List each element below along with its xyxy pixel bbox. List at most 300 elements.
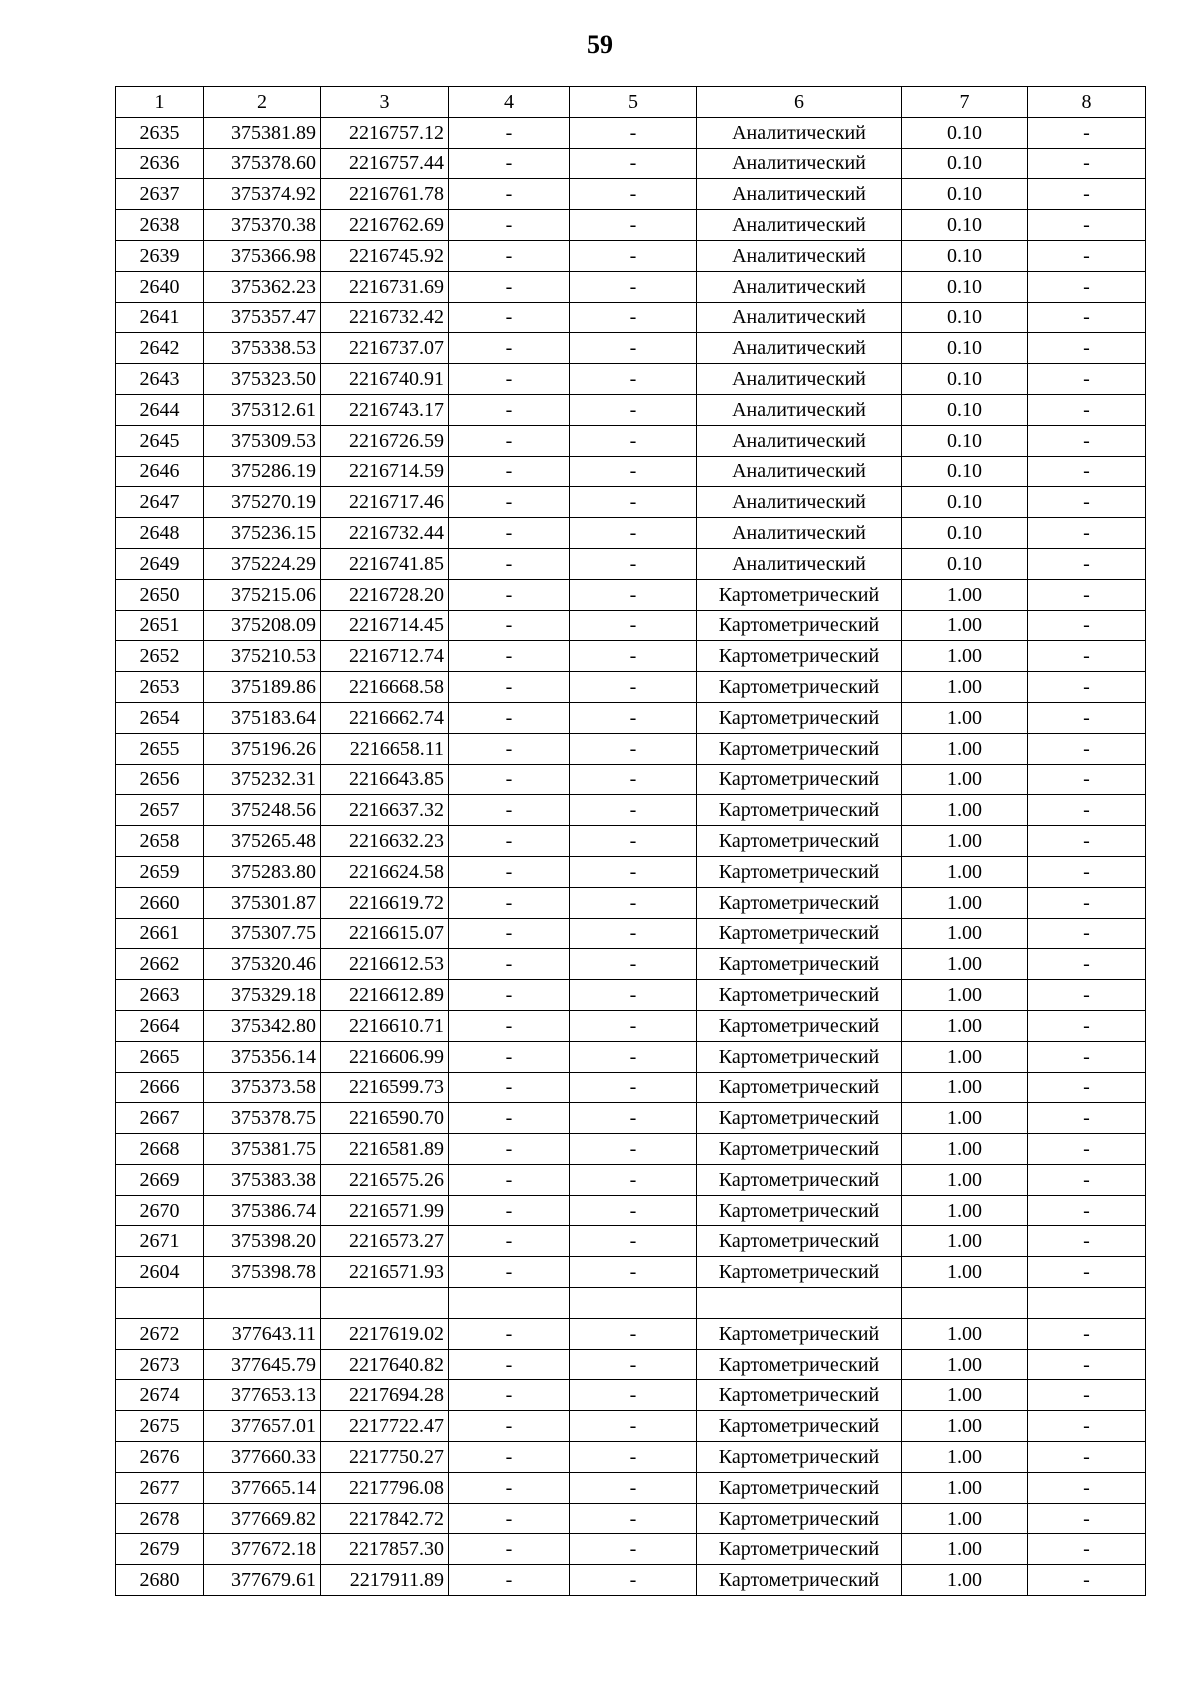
column-8-cell bbox=[1028, 1288, 1146, 1319]
column-4-cell: - bbox=[449, 1010, 570, 1041]
accuracy-cell: 1.00 bbox=[902, 702, 1028, 733]
accuracy-cell: 1.00 bbox=[902, 1318, 1028, 1349]
method-cell: Картометрический bbox=[697, 1103, 902, 1134]
y-coordinate-cell: 2216740.91 bbox=[321, 364, 449, 395]
accuracy-cell: 1.00 bbox=[902, 1472, 1028, 1503]
method-cell: Картометрический bbox=[697, 579, 902, 610]
y-coordinate-cell: 2216612.89 bbox=[321, 980, 449, 1011]
accuracy-cell: 1.00 bbox=[902, 980, 1028, 1011]
column-8-cell: - bbox=[1028, 641, 1146, 672]
column-8-cell: - bbox=[1028, 764, 1146, 795]
table-row bbox=[116, 1534, 1146, 1565]
method-cell: Картометрический bbox=[697, 1442, 902, 1473]
accuracy-cell: 1.00 bbox=[902, 1103, 1028, 1134]
y-coordinate-cell: 2217796.08 bbox=[321, 1472, 449, 1503]
method-cell: Аналитический bbox=[697, 394, 902, 425]
method-cell: Картометрический bbox=[697, 1411, 902, 1442]
page-number: 59 bbox=[587, 30, 613, 59]
column-4-cell: - bbox=[449, 1226, 570, 1257]
x-coordinate-cell: 375398.78 bbox=[204, 1257, 321, 1288]
point-number-cell: 2639 bbox=[116, 240, 204, 271]
column-8-cell: - bbox=[1028, 548, 1146, 579]
method-cell: Картометрический bbox=[697, 1164, 902, 1195]
x-coordinate-cell: 375357.47 bbox=[204, 302, 321, 333]
table-row bbox=[116, 364, 1146, 395]
method-cell: Картометрический bbox=[697, 1534, 902, 1565]
column-8-cell: - bbox=[1028, 1195, 1146, 1226]
x-coordinate-cell: 375189.86 bbox=[204, 672, 321, 703]
column-header: 5 bbox=[570, 87, 697, 118]
accuracy-cell: 1.00 bbox=[902, 1411, 1028, 1442]
x-coordinate-cell: 375270.19 bbox=[204, 487, 321, 518]
x-coordinate-cell: 377660.33 bbox=[204, 1442, 321, 1473]
x-coordinate-cell: 375342.80 bbox=[204, 1010, 321, 1041]
x-coordinate-cell: 375362.23 bbox=[204, 271, 321, 302]
column-5-cell: - bbox=[570, 856, 697, 887]
method-cell: Картометрический bbox=[697, 918, 902, 949]
table-row bbox=[116, 764, 1146, 795]
x-coordinate-cell: 375312.61 bbox=[204, 394, 321, 425]
y-coordinate-cell: 2216741.85 bbox=[321, 548, 449, 579]
point-number-cell: 2660 bbox=[116, 887, 204, 918]
method-cell: Картометрический bbox=[697, 795, 902, 826]
accuracy-cell: 0.10 bbox=[902, 518, 1028, 549]
x-coordinate-cell: 375320.46 bbox=[204, 949, 321, 980]
method-cell: Картометрический bbox=[697, 1349, 902, 1380]
column-8-cell: - bbox=[1028, 302, 1146, 333]
method-cell: Картометрический bbox=[697, 641, 902, 672]
column-8-cell: - bbox=[1028, 1503, 1146, 1534]
accuracy-cell: 1.00 bbox=[902, 826, 1028, 857]
column-4-cell: - bbox=[449, 333, 570, 364]
method-cell: Картометрический bbox=[697, 1503, 902, 1534]
accuracy-cell: 0.10 bbox=[902, 117, 1028, 148]
point-number-cell: 2651 bbox=[116, 610, 204, 641]
x-coordinate-cell: 377669.82 bbox=[204, 1503, 321, 1534]
point-number-cell: 2640 bbox=[116, 271, 204, 302]
method-cell: Картометрический bbox=[697, 1380, 902, 1411]
column-4-cell: - bbox=[449, 1349, 570, 1380]
column-header: 4 bbox=[449, 87, 570, 118]
point-number-cell: 2654 bbox=[116, 702, 204, 733]
table-row bbox=[116, 394, 1146, 425]
y-coordinate-cell: 2216606.99 bbox=[321, 1041, 449, 1072]
column-header: 6 bbox=[697, 87, 902, 118]
x-coordinate-cell: 375323.50 bbox=[204, 364, 321, 395]
accuracy-cell: 1.00 bbox=[902, 610, 1028, 641]
y-coordinate-cell: 2217857.30 bbox=[321, 1534, 449, 1565]
table-row bbox=[116, 1164, 1146, 1195]
column-5-cell: - bbox=[570, 1041, 697, 1072]
column-5-cell: - bbox=[570, 1472, 697, 1503]
accuracy-cell: 1.00 bbox=[902, 1349, 1028, 1380]
accuracy-cell: 0.10 bbox=[902, 425, 1028, 456]
x-coordinate-cell: 375232.31 bbox=[204, 764, 321, 795]
column-5-cell: - bbox=[570, 826, 697, 857]
column-8-cell: - bbox=[1028, 702, 1146, 733]
method-cell: Картометрический bbox=[697, 1565, 902, 1596]
column-5-cell: - bbox=[570, 1226, 697, 1257]
x-coordinate-cell: 375381.75 bbox=[204, 1134, 321, 1165]
column-8-cell: - bbox=[1028, 887, 1146, 918]
x-coordinate-cell: 377643.11 bbox=[204, 1318, 321, 1349]
column-header: 2 bbox=[204, 87, 321, 118]
table-row bbox=[116, 733, 1146, 764]
column-8-cell: - bbox=[1028, 179, 1146, 210]
table-row bbox=[116, 1472, 1146, 1503]
column-4-cell: - bbox=[449, 456, 570, 487]
column-8-cell: - bbox=[1028, 1318, 1146, 1349]
y-coordinate-cell: 2216762.69 bbox=[321, 210, 449, 241]
table-row bbox=[116, 1380, 1146, 1411]
column-4-cell: - bbox=[449, 1472, 570, 1503]
y-coordinate-cell: 2216757.12 bbox=[321, 117, 449, 148]
y-coordinate-cell: 2216714.59 bbox=[321, 456, 449, 487]
accuracy-cell: 1.00 bbox=[902, 949, 1028, 980]
column-4-cell: - bbox=[449, 764, 570, 795]
y-coordinate-cell: 2216745.92 bbox=[321, 240, 449, 271]
point-number-cell: 2673 bbox=[116, 1349, 204, 1380]
column-4-cell: - bbox=[449, 641, 570, 672]
x-coordinate-cell: 375208.09 bbox=[204, 610, 321, 641]
y-coordinate-cell: 2216615.07 bbox=[321, 918, 449, 949]
point-number-cell: 2674 bbox=[116, 1380, 204, 1411]
method-cell: Аналитический bbox=[697, 302, 902, 333]
column-4-cell: - bbox=[449, 1195, 570, 1226]
column-8-cell: - bbox=[1028, 210, 1146, 241]
column-4-cell: - bbox=[449, 1442, 570, 1473]
x-coordinate-cell: 375301.87 bbox=[204, 887, 321, 918]
column-8-cell: - bbox=[1028, 980, 1146, 1011]
point-number-cell: 2649 bbox=[116, 548, 204, 579]
x-coordinate-cell: 375378.75 bbox=[204, 1103, 321, 1134]
y-coordinate-cell: 2217722.47 bbox=[321, 1411, 449, 1442]
y-coordinate-cell: 2217842.72 bbox=[321, 1503, 449, 1534]
point-number-cell: 2646 bbox=[116, 456, 204, 487]
y-coordinate-cell: 2216731.69 bbox=[321, 271, 449, 302]
y-coordinate-cell: 2216619.72 bbox=[321, 887, 449, 918]
method-cell: Картометрический bbox=[697, 1226, 902, 1257]
point-number-cell: 2655 bbox=[116, 733, 204, 764]
point-number-cell: 2666 bbox=[116, 1072, 204, 1103]
y-coordinate-cell: 2216637.32 bbox=[321, 795, 449, 826]
column-8-cell: - bbox=[1028, 1349, 1146, 1380]
point-number-cell: 2672 bbox=[116, 1318, 204, 1349]
column-5-cell: - bbox=[570, 179, 697, 210]
column-5-cell: - bbox=[570, 548, 697, 579]
table-row bbox=[116, 672, 1146, 703]
column-5-cell: - bbox=[570, 148, 697, 179]
column-5-cell: - bbox=[570, 887, 697, 918]
y-coordinate-cell: 2216737.07 bbox=[321, 333, 449, 364]
table-row bbox=[116, 302, 1146, 333]
y-coordinate-cell: 2216668.58 bbox=[321, 672, 449, 703]
point-number-cell: 2667 bbox=[116, 1103, 204, 1134]
method-cell: Картометрический bbox=[697, 1041, 902, 1072]
column-4-cell: - bbox=[449, 795, 570, 826]
column-8-cell: - bbox=[1028, 1103, 1146, 1134]
point-number-cell: 2680 bbox=[116, 1565, 204, 1596]
point-number-cell: 2635 bbox=[116, 117, 204, 148]
column-5-cell: - bbox=[570, 1349, 697, 1380]
method-cell: Аналитический bbox=[697, 548, 902, 579]
column-5-cell: - bbox=[570, 1565, 697, 1596]
column-5-cell: - bbox=[570, 1442, 697, 1473]
table-row bbox=[116, 1565, 1146, 1596]
column-4-cell: - bbox=[449, 548, 570, 579]
method-cell: Аналитический bbox=[697, 148, 902, 179]
x-coordinate-cell: 375286.19 bbox=[204, 456, 321, 487]
point-number-cell: 2676 bbox=[116, 1442, 204, 1473]
y-coordinate-cell: 2216624.58 bbox=[321, 856, 449, 887]
column-5-cell: - bbox=[570, 949, 697, 980]
column-8-cell: - bbox=[1028, 856, 1146, 887]
column-8-cell: - bbox=[1028, 1411, 1146, 1442]
column-5-cell: - bbox=[570, 394, 697, 425]
column-8-cell: - bbox=[1028, 826, 1146, 857]
column-8-cell: - bbox=[1028, 117, 1146, 148]
point-number-cell: 2670 bbox=[116, 1195, 204, 1226]
method-cell: Картометрический bbox=[697, 887, 902, 918]
y-coordinate-cell: 2216728.20 bbox=[321, 579, 449, 610]
column-5-cell: - bbox=[570, 1134, 697, 1165]
y-coordinate-cell: 2216658.11 bbox=[321, 733, 449, 764]
column-5-cell: - bbox=[570, 1503, 697, 1534]
y-coordinate-cell: 2216599.73 bbox=[321, 1072, 449, 1103]
x-coordinate-cell: 375378.60 bbox=[204, 148, 321, 179]
table-row bbox=[116, 425, 1146, 456]
method-cell bbox=[697, 1288, 902, 1319]
point-number-cell: 2653 bbox=[116, 672, 204, 703]
column-5-cell: - bbox=[570, 672, 697, 703]
accuracy-cell: 1.00 bbox=[902, 856, 1028, 887]
column-8-cell: - bbox=[1028, 425, 1146, 456]
method-cell: Картометрический bbox=[697, 1318, 902, 1349]
method-cell: Аналитический bbox=[697, 240, 902, 271]
table-row bbox=[116, 641, 1146, 672]
x-coordinate-cell: 375196.26 bbox=[204, 733, 321, 764]
point-number-cell: 2671 bbox=[116, 1226, 204, 1257]
column-4-cell: - bbox=[449, 1072, 570, 1103]
column-header: 8 bbox=[1028, 87, 1146, 118]
table-row bbox=[116, 1041, 1146, 1072]
column-5-cell: - bbox=[570, 271, 697, 302]
table-row bbox=[116, 826, 1146, 857]
x-coordinate-cell: 377665.14 bbox=[204, 1472, 321, 1503]
point-number-cell: 2648 bbox=[116, 518, 204, 549]
column-5-cell: - bbox=[570, 1103, 697, 1134]
x-coordinate-cell: 375248.56 bbox=[204, 795, 321, 826]
method-cell: Картометрический bbox=[697, 1134, 902, 1165]
column-5-cell: - bbox=[570, 641, 697, 672]
method-cell: Картометрический bbox=[697, 733, 902, 764]
table-row bbox=[116, 548, 1146, 579]
y-coordinate-cell: 2217694.28 bbox=[321, 1380, 449, 1411]
table-row bbox=[116, 1411, 1146, 1442]
point-number-cell: 2677 bbox=[116, 1472, 204, 1503]
y-coordinate-cell: 2216726.59 bbox=[321, 425, 449, 456]
column-5-cell: - bbox=[570, 210, 697, 241]
table-row bbox=[116, 240, 1146, 271]
table-row bbox=[116, 1288, 1146, 1319]
method-cell: Аналитический bbox=[697, 518, 902, 549]
x-coordinate-cell: 375210.53 bbox=[204, 641, 321, 672]
method-cell: Картометрический bbox=[697, 672, 902, 703]
table-row bbox=[116, 148, 1146, 179]
column-4-cell: - bbox=[449, 1534, 570, 1565]
x-coordinate-cell: 377679.61 bbox=[204, 1565, 321, 1596]
column-5-cell: - bbox=[570, 240, 697, 271]
column-4-cell: - bbox=[449, 826, 570, 857]
accuracy-cell: 0.10 bbox=[902, 240, 1028, 271]
accuracy-cell: 1.00 bbox=[902, 1164, 1028, 1195]
column-4-cell: - bbox=[449, 210, 570, 241]
method-cell: Картометрический bbox=[697, 1072, 902, 1103]
column-8-cell: - bbox=[1028, 918, 1146, 949]
column-5-cell: - bbox=[570, 610, 697, 641]
y-coordinate-cell: 2216717.46 bbox=[321, 487, 449, 518]
accuracy-cell: 0.10 bbox=[902, 394, 1028, 425]
accuracy-cell: 1.00 bbox=[902, 1041, 1028, 1072]
table-header-row bbox=[116, 87, 1146, 118]
column-header: 3 bbox=[321, 87, 449, 118]
table-row bbox=[116, 1103, 1146, 1134]
point-number-cell: 2637 bbox=[116, 179, 204, 210]
column-8-cell: - bbox=[1028, 1010, 1146, 1041]
table-row bbox=[116, 518, 1146, 549]
method-cell: Картометрический bbox=[697, 702, 902, 733]
method-cell: Картометрический bbox=[697, 826, 902, 857]
point-number-cell: 2661 bbox=[116, 918, 204, 949]
table-row bbox=[116, 1442, 1146, 1473]
x-coordinate-cell bbox=[204, 1288, 321, 1319]
point-number-cell: 2645 bbox=[116, 425, 204, 456]
y-coordinate-cell: 2216712.74 bbox=[321, 641, 449, 672]
column-5-cell: - bbox=[570, 1318, 697, 1349]
column-5-cell: - bbox=[570, 333, 697, 364]
column-4-cell: - bbox=[449, 1164, 570, 1195]
method-cell: Аналитический bbox=[697, 364, 902, 395]
method-cell: Аналитический bbox=[697, 487, 902, 518]
column-5-cell: - bbox=[570, 1257, 697, 1288]
point-number-cell: 2664 bbox=[116, 1010, 204, 1041]
column-5-cell bbox=[570, 1288, 697, 1319]
table-row bbox=[116, 1134, 1146, 1165]
accuracy-cell: 1.00 bbox=[902, 1195, 1028, 1226]
column-4-cell: - bbox=[449, 148, 570, 179]
method-cell: Картометрический bbox=[697, 949, 902, 980]
x-coordinate-cell: 375356.14 bbox=[204, 1041, 321, 1072]
table-row bbox=[116, 456, 1146, 487]
column-4-cell bbox=[449, 1288, 570, 1319]
x-coordinate-cell: 375215.06 bbox=[204, 579, 321, 610]
y-coordinate-cell: 2216632.23 bbox=[321, 826, 449, 857]
x-coordinate-cell: 375370.38 bbox=[204, 210, 321, 241]
method-cell: Картометрический bbox=[697, 1195, 902, 1226]
x-coordinate-cell: 375381.89 bbox=[204, 117, 321, 148]
column-4-cell: - bbox=[449, 949, 570, 980]
method-cell: Аналитический bbox=[697, 456, 902, 487]
y-coordinate-cell: 2216732.44 bbox=[321, 518, 449, 549]
column-4-cell: - bbox=[449, 302, 570, 333]
y-coordinate-cell: 2216610.71 bbox=[321, 1010, 449, 1041]
column-8-cell: - bbox=[1028, 795, 1146, 826]
column-4-cell: - bbox=[449, 1380, 570, 1411]
x-coordinate-cell: 375338.53 bbox=[204, 333, 321, 364]
column-4-cell: - bbox=[449, 610, 570, 641]
column-5-cell: - bbox=[570, 1195, 697, 1226]
accuracy-cell: 1.00 bbox=[902, 1010, 1028, 1041]
x-coordinate-cell: 375307.75 bbox=[204, 918, 321, 949]
column-8-cell: - bbox=[1028, 610, 1146, 641]
column-8-cell: - bbox=[1028, 1565, 1146, 1596]
y-coordinate-cell: 2216571.93 bbox=[321, 1257, 449, 1288]
column-5-cell: - bbox=[570, 918, 697, 949]
column-8-cell: - bbox=[1028, 1164, 1146, 1195]
y-coordinate-cell: 2216612.53 bbox=[321, 949, 449, 980]
table-row bbox=[116, 1195, 1146, 1226]
column-8-cell: - bbox=[1028, 487, 1146, 518]
point-number-cell: 2659 bbox=[116, 856, 204, 887]
table-row bbox=[116, 1503, 1146, 1534]
y-coordinate-cell: 2216643.85 bbox=[321, 764, 449, 795]
column-5-cell: - bbox=[570, 795, 697, 826]
y-coordinate-cell: 2216590.70 bbox=[321, 1103, 449, 1134]
x-coordinate-cell: 375398.20 bbox=[204, 1226, 321, 1257]
y-coordinate-cell: 2216714.45 bbox=[321, 610, 449, 641]
column-8-cell: - bbox=[1028, 1380, 1146, 1411]
table-row bbox=[116, 918, 1146, 949]
point-number-cell: 2669 bbox=[116, 1164, 204, 1195]
point-number-cell: 2647 bbox=[116, 487, 204, 518]
column-4-cell: - bbox=[449, 240, 570, 271]
column-5-cell: - bbox=[570, 1380, 697, 1411]
x-coordinate-cell: 377672.18 bbox=[204, 1534, 321, 1565]
accuracy-cell: 1.00 bbox=[902, 887, 1028, 918]
accuracy-cell: 1.00 bbox=[902, 672, 1028, 703]
y-coordinate-cell: 2217640.82 bbox=[321, 1349, 449, 1380]
column-4-cell: - bbox=[449, 887, 570, 918]
x-coordinate-cell: 375374.92 bbox=[204, 179, 321, 210]
column-8-cell: - bbox=[1028, 672, 1146, 703]
x-coordinate-cell: 375366.98 bbox=[204, 240, 321, 271]
y-coordinate-cell: 2216757.44 bbox=[321, 148, 449, 179]
method-cell: Аналитический bbox=[697, 179, 902, 210]
y-coordinate-cell: 2217750.27 bbox=[321, 1442, 449, 1473]
table-row bbox=[116, 702, 1146, 733]
column-5-cell: - bbox=[570, 1411, 697, 1442]
table-row bbox=[116, 856, 1146, 887]
column-8-cell: - bbox=[1028, 148, 1146, 179]
column-4-cell: - bbox=[449, 117, 570, 148]
point-number-cell: 2638 bbox=[116, 210, 204, 241]
column-8-cell: - bbox=[1028, 394, 1146, 425]
table-row bbox=[116, 610, 1146, 641]
method-cell: Аналитический bbox=[697, 271, 902, 302]
point-number-cell: 2650 bbox=[116, 579, 204, 610]
x-coordinate-cell: 377653.13 bbox=[204, 1380, 321, 1411]
column-8-cell: - bbox=[1028, 456, 1146, 487]
column-5-cell: - bbox=[570, 117, 697, 148]
table-row bbox=[116, 579, 1146, 610]
column-5-cell: - bbox=[570, 456, 697, 487]
accuracy-cell: 1.00 bbox=[902, 795, 1028, 826]
column-8-cell: - bbox=[1028, 240, 1146, 271]
accuracy-cell: 1.00 bbox=[902, 918, 1028, 949]
column-4-cell: - bbox=[449, 856, 570, 887]
x-coordinate-cell: 377645.79 bbox=[204, 1349, 321, 1380]
accuracy-cell: 0.10 bbox=[902, 548, 1028, 579]
